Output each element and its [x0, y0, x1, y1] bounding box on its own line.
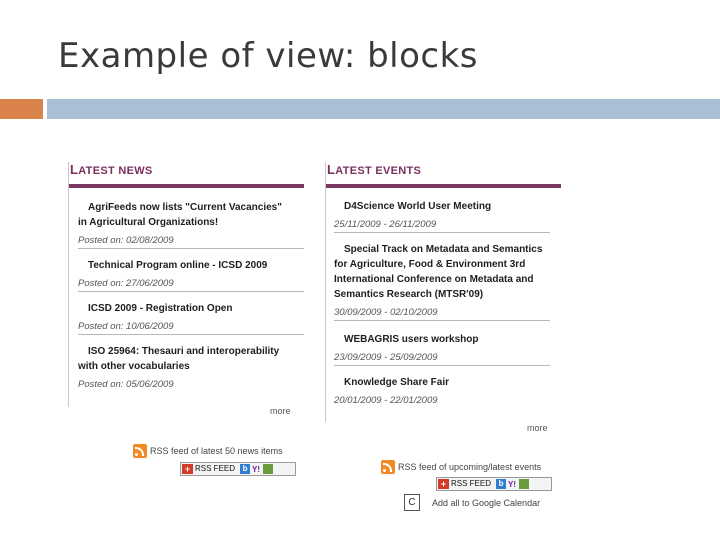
latest-events-block	[325, 162, 561, 437]
add-plus-icon: +	[438, 479, 449, 489]
item-divider	[78, 291, 304, 292]
news-item-date: Posted on: 10/06/2009	[78, 321, 174, 332]
news-item-2[interactable]	[78, 258, 304, 292]
news-left-border	[68, 162, 69, 407]
item-divider	[334, 232, 550, 233]
rss-feed-badge-label: RSS FEED	[195, 464, 236, 473]
event-item-title-line[interactable]: Knowledge Share Fair	[344, 377, 450, 388]
google-calendar-icon: C	[404, 494, 420, 511]
news-item-date: Posted on: 02/08/2009	[78, 235, 174, 246]
item-divider	[78, 334, 304, 335]
rss-feed-badge-label: RSS FEED	[451, 479, 492, 488]
news-item-4[interactable]	[78, 344, 304, 391]
add-to-google-calendar-link[interactable]	[404, 494, 540, 511]
event-item-1[interactable]	[334, 199, 550, 233]
event-item-2[interactable]	[334, 242, 550, 321]
slide-title: Example of view: blocks	[58, 36, 479, 76]
events-left-border	[325, 162, 326, 422]
events-rss-feed-link[interactable]	[381, 460, 541, 474]
rss-feed-icon	[133, 444, 147, 458]
event-item-date: 20/01/2009 - 22/01/2009	[334, 395, 438, 406]
event-item-3[interactable]	[334, 332, 550, 366]
msn-icon	[263, 464, 273, 474]
yahoo-icon: Y!	[252, 464, 261, 474]
events-rss-feed-text[interactable]: RSS feed of upcoming/latest events	[398, 462, 542, 472]
msn-icon	[519, 479, 529, 489]
item-divider	[78, 248, 304, 249]
event-item-title-line[interactable]: WEBAGRIS users workshop	[344, 334, 479, 345]
news-item-date: Posted on: 05/06/2009	[78, 379, 174, 390]
news-item-title-line[interactable]: with other vocabularies	[78, 361, 190, 372]
bloglines-icon: b	[240, 464, 250, 474]
news-item-title-line[interactable]: ISO 25964: Thesauri and interoperability	[88, 346, 280, 357]
add-plus-icon: +	[182, 464, 193, 474]
events-more-link[interactable]: more	[527, 423, 548, 433]
item-divider	[334, 365, 550, 366]
events-rss-subscribe-badge[interactable]	[436, 477, 552, 491]
event-item-date: 30/09/2009 - 02/10/2009	[334, 307, 438, 318]
accent-bar-orange	[0, 99, 43, 119]
event-item-title-line[interactable]: Special Track on Metadata and Semantics	[344, 244, 543, 255]
news-heading-rule	[68, 184, 304, 188]
event-item-date: 23/09/2009 - 25/09/2009	[334, 352, 438, 363]
event-item-title-line[interactable]: for Agriculture, Food & Environment 3rd	[334, 259, 526, 270]
news-more-link[interactable]: more	[270, 406, 291, 416]
news-item-title-line[interactable]: AgriFeeds now lists "Current Vacancies"	[88, 202, 282, 213]
news-item-3[interactable]	[78, 301, 304, 335]
event-item-4[interactable]	[334, 375, 550, 407]
add-to-google-calendar-text[interactable]: Add all to Google Calendar	[432, 497, 541, 508]
event-item-date: 25/11/2009 - 26/11/2009	[334, 219, 437, 230]
rss-feed-icon	[381, 460, 395, 474]
events-heading: LATEST EVENTS	[327, 162, 422, 177]
news-item-title-line[interactable]: ICSD 2009 - Registration Open	[88, 303, 233, 314]
event-item-title-line[interactable]: International Conference on Metadata and	[334, 274, 534, 285]
item-divider	[334, 320, 550, 321]
bloglines-icon: b	[496, 479, 506, 489]
news-item-title-line[interactable]: Technical Program online - ICSD 2009	[88, 260, 268, 271]
event-item-title-line[interactable]: D4Science World User Meeting	[344, 201, 492, 212]
news-item-1[interactable]	[78, 200, 304, 249]
news-item-title-line[interactable]: in Agricultural Organizations!	[78, 217, 219, 228]
news-rss-feed-text[interactable]: RSS feed of latest 50 news items	[150, 446, 283, 456]
events-heading-rule	[325, 184, 561, 188]
news-item-date: Posted on: 27/06/2009	[78, 278, 174, 289]
news-rss-subscribe-badge[interactable]	[180, 462, 296, 476]
event-item-title-line[interactable]: Semantics Research (MTSR'09)	[334, 289, 484, 300]
news-heading: LATEST NEWS	[70, 162, 153, 177]
latest-news-block	[68, 162, 304, 416]
accent-bar-blue	[47, 99, 720, 119]
yahoo-icon: Y!	[508, 479, 517, 489]
news-rss-feed-link[interactable]	[133, 444, 283, 458]
